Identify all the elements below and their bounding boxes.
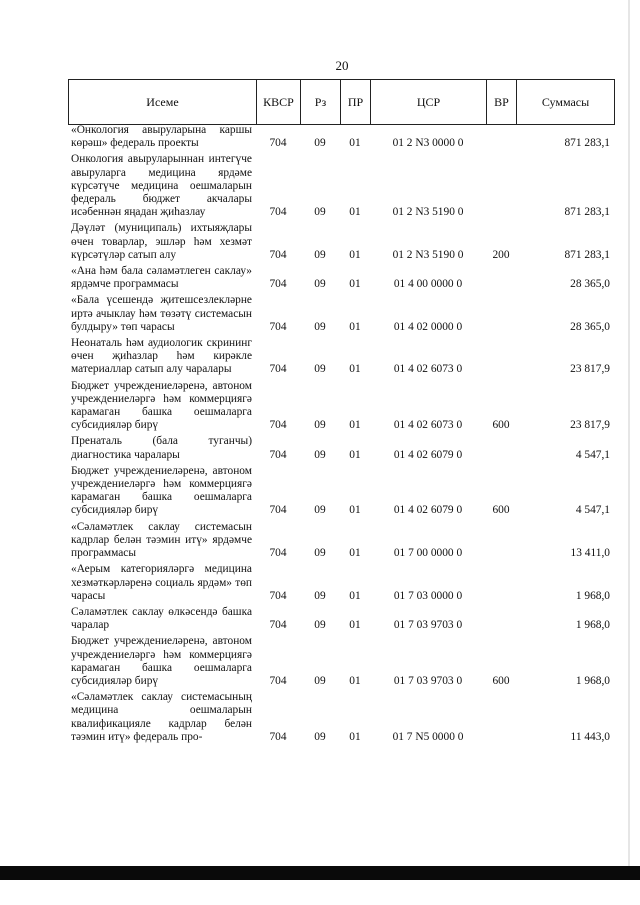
row-sum: 871 283,1 (564, 137, 610, 150)
row-rz: 09 (314, 730, 326, 743)
row-sum: 4 547,1 (575, 504, 610, 517)
row-csr: 01 2 N3 5190 0 (392, 206, 464, 219)
row-name: Бюджет учреждениеләренә, автоном учреждениеләргә һәм коммерциягә карамаган башка оешмаларга субсидияләр бирү (71, 635, 252, 687)
row-rz: 09 (314, 419, 326, 432)
row-sum: 28 365,0 (570, 320, 610, 333)
header-kvsr: КВСР (257, 80, 301, 125)
row-pr: 01 (349, 504, 361, 517)
row-sum: 28 365,0 (570, 278, 610, 291)
row-csr: 01 4 02 6079 0 (393, 504, 463, 517)
row-kvsr: 704 (269, 589, 287, 602)
row-vr (486, 294, 516, 337)
row-pr: 01 (349, 206, 361, 219)
row-name: Неонаталь һәм аудиологик скрининг өчен җиһазлар һәм кирәкле материаллар сатып алу чаралары (71, 337, 252, 376)
row-kvsr: 704 (269, 419, 287, 432)
header-vr: ВР (487, 80, 517, 125)
row-kvsr: 704 (269, 448, 287, 461)
row-pr: 01 (349, 137, 361, 150)
row-sum: 1 968,0 (575, 619, 610, 632)
row-csr: 01 4 02 0000 0 (393, 320, 463, 333)
row-sum: 13 411,0 (570, 547, 610, 560)
row-pr: 01 (349, 320, 361, 333)
row-csr: 01 4 02 6073 0 (393, 363, 463, 376)
row-pr: 01 (349, 674, 361, 687)
row-sum: 23 817,9 (570, 419, 610, 432)
row-vr (486, 265, 516, 294)
table-row (68, 521, 614, 564)
page-number: 20 (335, 58, 349, 73)
row-name: «Бала үсешендә җитешсезлекләрне иртә ачыклау һәм төзәтү системасын булдыру» төп чарасы (71, 294, 252, 333)
row-pr: 01 (349, 448, 361, 461)
row-vr: 600 (492, 504, 510, 517)
row-csr: 01 7 00 0000 0 (393, 547, 463, 560)
row-name: Бюджет учреждениеләренә, автоном учреждениеләргә һәм коммерциягә карамаган башка оешмаларга субсидияләр бирү (71, 464, 252, 517)
row-vr (486, 337, 516, 380)
row-kvsr: 704 (269, 363, 287, 376)
row-pr: 01 (349, 547, 361, 560)
table-row (68, 265, 614, 294)
row-rz: 09 (314, 619, 326, 632)
row-csr: 01 4 02 6073 0 (393, 419, 463, 432)
row-name: Онкология авыруларыннан интегүче авыруларга медицина ярдәме күрсәтүче медицина оешмаларын федераль бюджет акчалары исәбеннән яңадан җиһазлау (71, 153, 252, 219)
row-csr: 01 4 02 6079 0 (393, 448, 463, 461)
row-kvsr: 704 (269, 547, 287, 560)
table-row (68, 380, 614, 436)
row-pr: 01 (349, 589, 361, 602)
table-row (68, 337, 614, 380)
row-kvsr: 704 (269, 619, 287, 632)
row-pr: 01 (349, 419, 361, 432)
row-name: Дәүләт (муниципаль) ихтыяҗлары өчен товарлар, эшләр һәм хезмәт күрсәтүләр сатып алу (71, 222, 252, 261)
row-name: Сәламәтлек саклау өлкәсендә башка чаралар (71, 605, 252, 632)
row-rz: 09 (314, 320, 326, 333)
row-csr: 01 7 03 0000 0 (393, 589, 463, 602)
row-pr: 01 (349, 730, 361, 743)
row-rz: 09 (314, 278, 326, 291)
row-csr: 01 2 N3 0000 0 (392, 137, 464, 150)
table-row (68, 691, 614, 747)
row-rz: 09 (314, 448, 326, 461)
row-csr: 01 7 03 9703 0 (393, 674, 463, 687)
row-sum: 1 968,0 (575, 674, 610, 687)
row-vr (486, 606, 516, 635)
row-rz: 09 (314, 504, 326, 517)
row-sum: 4 547,1 (575, 448, 610, 461)
row-name: «Сәламәтлек саклау системасын кадрлар белән тәэмин итү» ярдәмче программасы (71, 520, 252, 560)
row-kvsr: 704 (269, 278, 287, 291)
row-name: «Ана һәм бала сәламәтлеген саклау» ярдәмче программасы (71, 265, 252, 291)
row-kvsr: 704 (269, 504, 287, 517)
row-pr: 01 (349, 619, 361, 632)
table-row (68, 563, 614, 606)
row-pr: 01 (349, 363, 361, 376)
row-csr: 01 4 00 0000 0 (393, 278, 463, 291)
row-name: «Онкология авыруларына каршы көрәш» федераль проекты (71, 124, 252, 150)
row-kvsr: 704 (269, 248, 287, 261)
row-pr: 01 (349, 278, 361, 291)
table-row (68, 222, 614, 265)
row-pr: 01 (349, 248, 361, 261)
row-rz: 09 (314, 248, 326, 261)
row-rz: 09 (314, 589, 326, 602)
table-row (68, 606, 614, 635)
row-rz: 09 (314, 363, 326, 376)
row-vr (486, 563, 516, 606)
header-pr: ПР (341, 80, 371, 125)
scan-bottom-band (0, 866, 640, 880)
budget-table (68, 124, 614, 747)
row-csr: 01 7 N5 0000 0 (392, 730, 464, 743)
header-csr: ЦСР (371, 80, 487, 125)
header-rz: Рз (301, 80, 341, 125)
row-vr (486, 153, 516, 222)
table-row (68, 465, 614, 521)
row-kvsr: 704 (269, 137, 287, 150)
row-vr (486, 521, 516, 564)
row-sum: 871 283,1 (564, 206, 610, 219)
row-name: Пренаталь (бала туганчы) диагностика чаралары (71, 435, 252, 461)
row-rz: 09 (314, 206, 326, 219)
row-kvsr: 704 (269, 320, 287, 333)
row-name: «Аерым категорияләргә медицина хезмәткәрләренә социаль ярдәм» төп чарасы (71, 563, 252, 602)
row-kvsr: 704 (269, 730, 287, 743)
scan-edge (628, 0, 630, 866)
row-vr (486, 435, 516, 464)
row-csr: 01 2 N3 5190 0 (392, 248, 464, 261)
row-rz: 09 (314, 674, 326, 687)
row-sum: 11 443,0 (570, 730, 610, 743)
row-sum: 1 968,0 (575, 589, 610, 602)
table-header (68, 79, 615, 125)
table-row (68, 435, 614, 464)
row-csr: 01 7 03 9703 0 (393, 619, 463, 632)
header-name: Исеме (69, 80, 257, 125)
table-row (68, 153, 614, 222)
table-row (68, 635, 614, 691)
row-rz: 09 (314, 547, 326, 560)
row-sum: 871 283,1 (564, 248, 610, 261)
row-kvsr: 704 (269, 206, 287, 219)
row-rz: 09 (314, 137, 326, 150)
row-vr (486, 124, 516, 153)
row-kvsr: 704 (269, 674, 287, 687)
row-name: Бюджет учреждениеләренә, автоном учреждениеләргә һәм коммерциягә карамаган башка оешмаларга субсидияләр бирү (71, 379, 252, 432)
row-sum: 23 817,9 (570, 363, 610, 376)
row-vr: 600 (492, 674, 510, 687)
header-sum: Суммасы (517, 80, 615, 125)
table-row (68, 294, 614, 337)
row-vr: 600 (492, 419, 510, 432)
row-vr (486, 691, 516, 747)
row-name: «Сәламәтлек саклау системасының медицина оешмаларын квалификацияле кадрлар белән тәэмин итү» федераль про- (71, 691, 252, 743)
table-row (68, 124, 614, 153)
row-vr: 200 (492, 248, 510, 261)
